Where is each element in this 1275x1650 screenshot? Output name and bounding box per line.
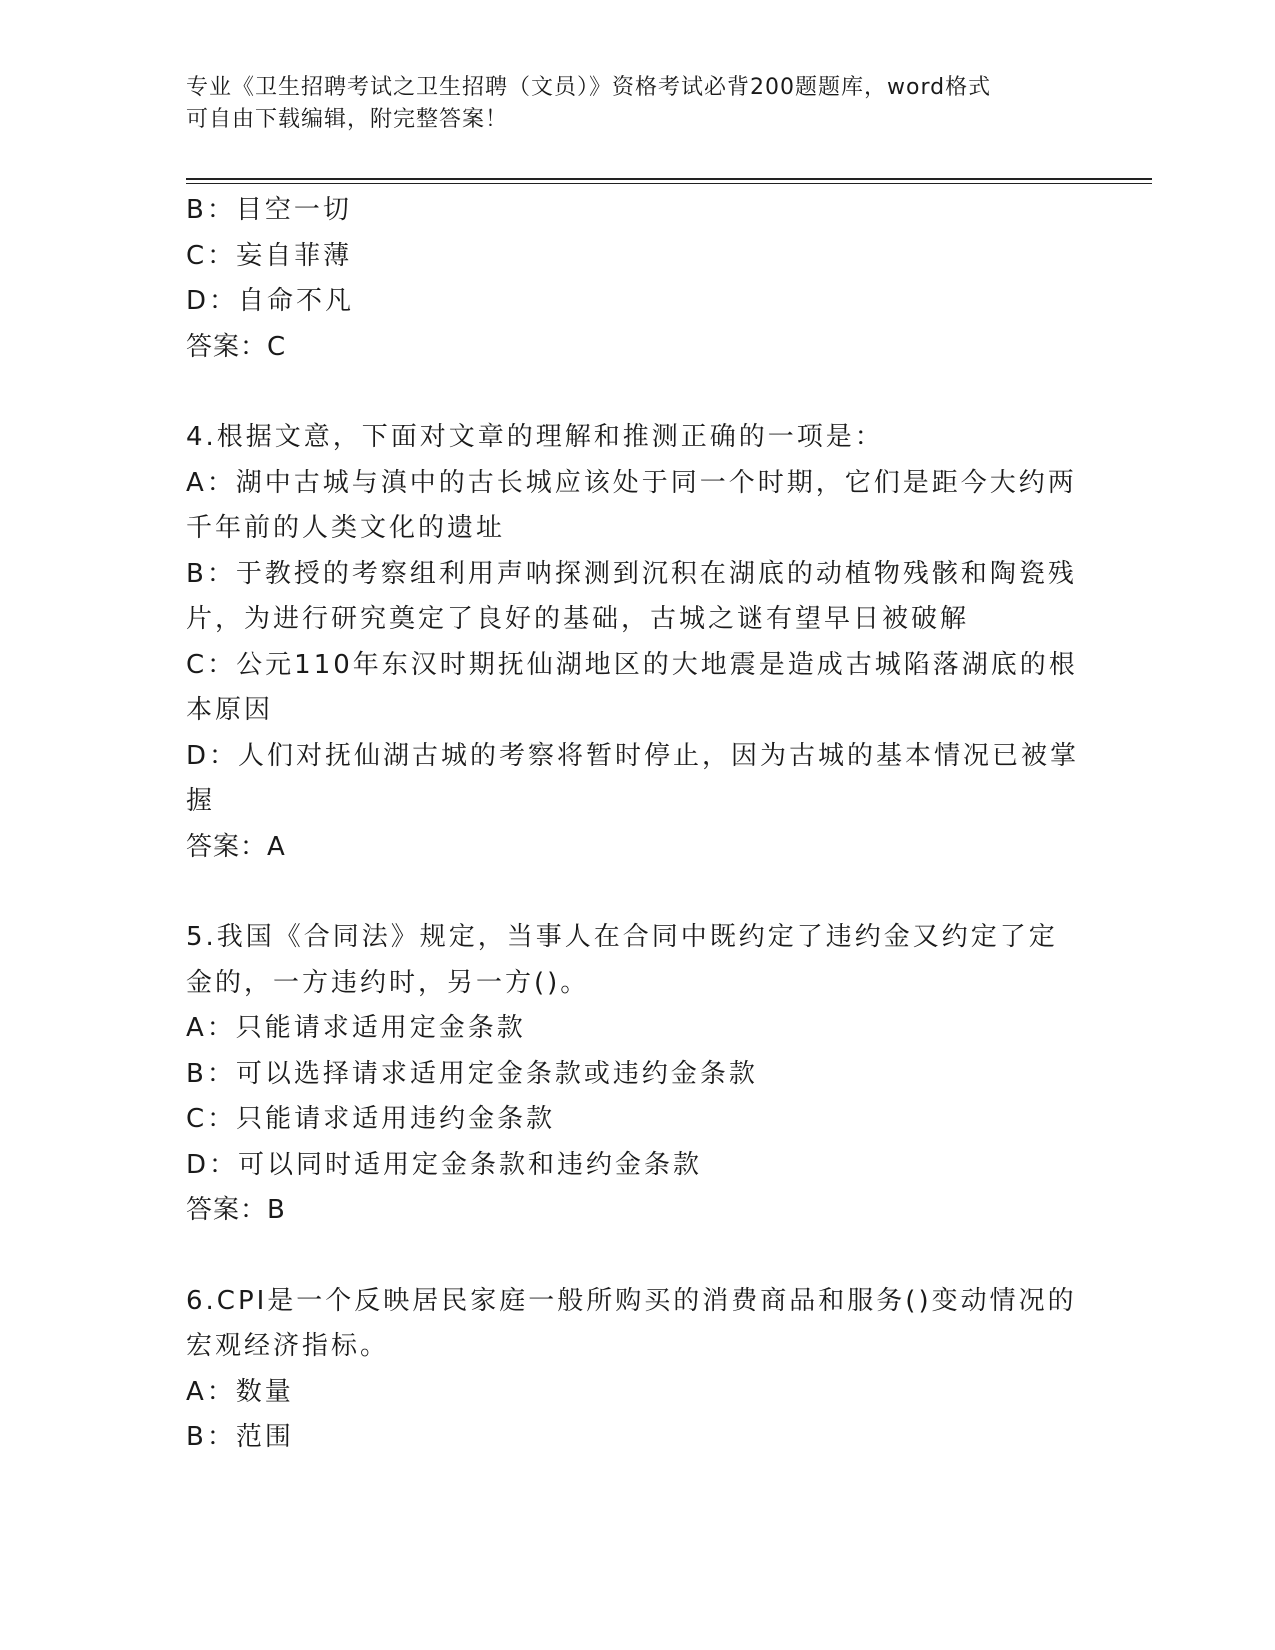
question-3-option-c: C：妄自菲薄	[186, 240, 353, 271]
header-title-line-1: 专业《卫生招聘考试之卫生招聘（文员）》资格考试必背200题题库，word格式	[186, 75, 992, 100]
question-5-stem-line-1: 5.我国《合同法》规定，当事人在合同中既约定了违约金又约定了定	[186, 922, 1058, 952]
question-4-option-b-line-2: 片，为进行研究奠定了良好的基础，古城之谜有望早日被破解	[186, 604, 970, 634]
question-4-option-c-line-2: 本原因	[186, 695, 274, 725]
question-5	[186, 915, 1086, 1234]
question-4-option-a-line-1: A：湖中古城与滇中的古长城应该处于同一个时期，它们是距今大约两	[186, 467, 1077, 498]
question-4-option-c-line-1: C：公元110年东汉时期抚仙湖地区的大地震是造成古城陷落湖底的根	[186, 649, 1078, 680]
question-6	[186, 1279, 1086, 1461]
question-3-tail	[186, 188, 1086, 370]
header-divider-top	[186, 178, 1152, 180]
question-6-option-b: B：范围	[186, 1422, 294, 1452]
question-list	[186, 188, 1086, 1461]
header-title-line-2: 可自由下载编辑，附完整答案！	[186, 107, 509, 132]
question-4-option-d-line-2: 握	[186, 786, 216, 816]
question-4-stem: 4.根据文意，下面对文章的理解和推测正确的一项是：	[186, 422, 884, 452]
header-divider-bottom	[186, 183, 1152, 184]
spacer	[186, 870, 1086, 915]
question-5-option-c: C：只能请求适用违约金条款	[186, 1104, 556, 1134]
question-3-answer: 答案：C	[186, 331, 287, 362]
question-4	[186, 415, 1086, 870]
question-6-stem-line-2: 宏观经济指标。	[186, 1331, 390, 1361]
question-4-option-b-line-1: B：于教授的考察组利用声呐探测到沉积在湖底的动植物残骸和陶瓷残	[186, 558, 1077, 589]
question-6-option-a: A：数量	[186, 1376, 294, 1407]
question-3-option-b: B：目空一切	[186, 195, 352, 225]
spacer	[186, 1234, 1086, 1279]
question-5-stem-line-2: 金的，一方违约时，另一方()。	[186, 967, 590, 998]
question-5-option-a: A：只能请求适用定金条款	[186, 1013, 526, 1043]
question-4-option-a-line-2: 千年前的人类文化的遗址	[186, 513, 506, 543]
question-6-stem-line-1: 6.CPI是一个反映居民家庭一般所购买的消费商品和服务()变动情况的	[186, 1285, 1077, 1316]
question-5-option-d: D：可以同时适用定金条款和违约金条款	[186, 1149, 703, 1180]
question-4-option-d-line-1: D：人们对抚仙湖古城的考察将暂时停止，因为古城的基本情况已被掌	[186, 740, 1080, 771]
question-4-answer: 答案：A	[186, 831, 286, 862]
question-5-answer: 答案：B	[186, 1195, 286, 1225]
question-3-option-d: D：自命不凡	[186, 286, 355, 316]
document-header	[186, 72, 1066, 136]
spacer	[186, 370, 1086, 415]
question-5-option-b: B：可以选择请求适用定金条款或违约金条款	[186, 1058, 758, 1089]
